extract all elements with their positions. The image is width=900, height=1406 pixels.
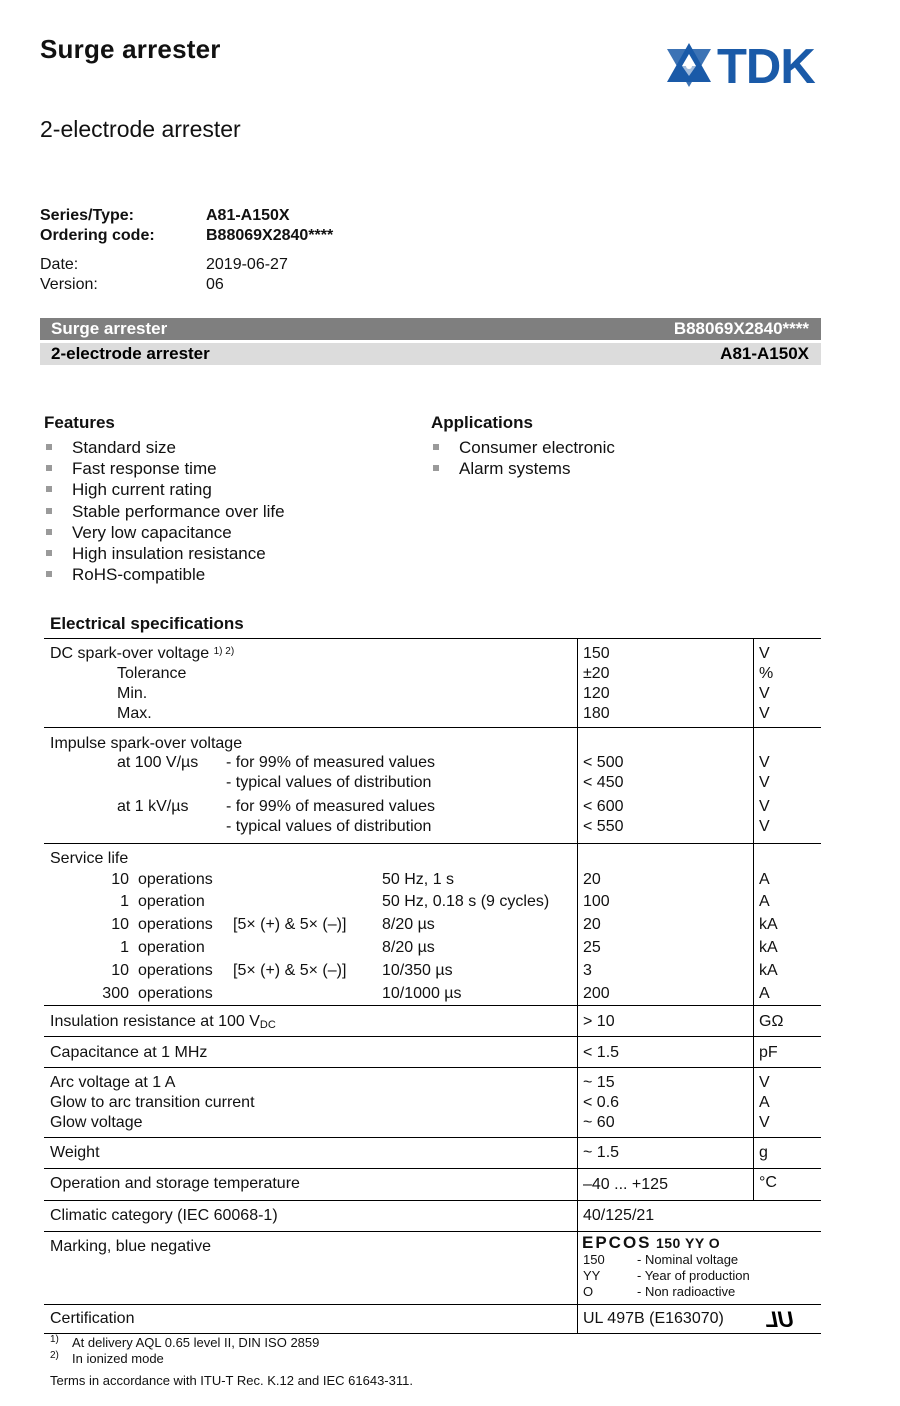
arc-voltage-label: Arc voltage at 1 A xyxy=(50,1074,176,1091)
bullet-icon xyxy=(46,444,52,450)
dc-tolerance-value: ±20 xyxy=(583,665,610,682)
impulse-unit: V xyxy=(759,798,770,815)
impulse-value: < 500 xyxy=(583,754,624,771)
epcos-brand-mark: EPCOS xyxy=(582,1233,652,1252)
feature-item: High insulation resistance xyxy=(44,543,285,564)
dc-label: DC spark-over voltage xyxy=(50,645,210,662)
marking-legend-value: - Non radioactive xyxy=(637,1284,736,1299)
service-count: 10 xyxy=(111,916,129,933)
bullet-icon xyxy=(46,508,52,514)
service-op: operations xyxy=(138,916,213,933)
feature-item: High current rating xyxy=(44,479,285,500)
applications-heading: Applications xyxy=(431,413,534,432)
impulse-unit: V xyxy=(759,818,770,835)
impulse-rate: at 100 V/µs xyxy=(117,754,199,771)
impulse-label: Impulse spark-over voltage xyxy=(50,735,243,752)
spec-row-arc-glow xyxy=(44,1067,821,1137)
features-heading: Features xyxy=(44,413,115,432)
weight-value: ~ 1.5 xyxy=(583,1144,620,1161)
application-item: Consumer electronic xyxy=(431,437,615,458)
banner-type: A81-A150X xyxy=(720,344,809,363)
bullet-icon xyxy=(46,465,52,471)
feature-item: Stable performance over life xyxy=(44,501,285,522)
feature-item: Standard size xyxy=(44,437,285,458)
electrical-spec-table xyxy=(44,610,821,1334)
arc-voltage-unit: V xyxy=(759,1074,770,1091)
impulse-value: < 450 xyxy=(583,774,624,791)
service-count: 10 xyxy=(111,962,129,979)
spec-heading: Electrical specifications xyxy=(50,614,244,633)
marking-label: Marking, blue negative xyxy=(50,1238,211,1255)
certification-label: Certification xyxy=(50,1310,135,1327)
bullet-icon xyxy=(46,571,52,577)
capacitance-value: < 1.5 xyxy=(583,1044,620,1061)
bullet-icon xyxy=(433,444,439,450)
application-item: Alarm systems xyxy=(431,458,615,479)
bullet-icon xyxy=(433,465,439,471)
dc-max-unit: V xyxy=(759,705,770,722)
insulation-label: Insulation resistance at 100 V xyxy=(50,1013,260,1030)
glow-voltage-label: Glow voltage xyxy=(50,1114,143,1131)
footnote-1: 1) At delivery AQL 0.65 level II, DIN ISO 2859 xyxy=(50,1334,320,1350)
glow-voltage-unit: V xyxy=(759,1114,770,1131)
service-unit: A xyxy=(759,985,770,1002)
version-label: Version: xyxy=(40,276,98,293)
tdk-logo xyxy=(666,42,858,88)
banner-line-1 xyxy=(40,318,821,340)
logo-text: TDK xyxy=(717,42,815,88)
spec-row-dc-sparkover xyxy=(44,638,821,727)
marking-legend-value: - Nominal voltage xyxy=(637,1252,739,1267)
service-polarity: [5× (+) & 5× (–)] xyxy=(233,962,347,979)
dc-nominal-unit: V xyxy=(759,645,770,662)
glow-voltage-value: ~ 60 xyxy=(583,1114,615,1131)
service-value: 200 xyxy=(583,985,610,1002)
page-title: Surge arrester xyxy=(40,34,221,64)
capacitance-label: Capacitance at 1 MHz xyxy=(50,1044,208,1061)
footnote-2: 2) In ionized mode xyxy=(50,1350,164,1366)
features-list xyxy=(44,437,285,585)
bullet-icon xyxy=(46,529,52,535)
service-op: operations xyxy=(138,871,213,888)
dc-max-value: 180 xyxy=(583,705,610,722)
impulse-unit: V xyxy=(759,754,770,771)
impulse-rate: at 1 kV/µs xyxy=(117,798,189,815)
marking-legend-value: - Year of production xyxy=(637,1268,750,1283)
dc-tolerance-unit: % xyxy=(759,665,774,682)
service-count: 300 xyxy=(102,985,129,1002)
service-polarity: [5× (+) & 5× (–)] xyxy=(233,916,347,933)
date-label: Date: xyxy=(40,256,79,273)
spec-row-capacitance xyxy=(44,1036,821,1067)
climatic-label: Climatic category (IEC 60068-1) xyxy=(50,1207,278,1224)
service-op: operations xyxy=(138,985,213,1002)
dc-min-unit: V xyxy=(759,685,770,702)
banner-subproduct: 2-electrode arrester xyxy=(51,344,210,363)
service-unit: kA xyxy=(759,962,778,979)
arc-voltage-value: ~ 15 xyxy=(583,1074,615,1091)
spec-row-climatic xyxy=(44,1200,821,1231)
service-op: operation xyxy=(138,893,205,910)
insulation-unit: GΩ xyxy=(759,1013,784,1030)
temperature-unit: °C xyxy=(759,1174,777,1191)
banner-line-2 xyxy=(40,343,821,365)
ordering-value: B88069X2840**** xyxy=(206,227,334,244)
spec-row-weight xyxy=(44,1137,821,1168)
service-wave: 8/20 µs xyxy=(382,916,435,933)
spec-row-service-life xyxy=(44,843,821,1005)
weight-unit: g xyxy=(759,1144,768,1161)
service-label: Service life xyxy=(50,850,129,867)
certification-value: UL 497B (E163070) xyxy=(583,1310,724,1327)
capacitance-unit: pF xyxy=(759,1044,778,1061)
service-value: 20 xyxy=(583,916,601,933)
feature-item: Very low capacitance xyxy=(44,522,285,543)
dc-min-value: 120 xyxy=(583,685,610,702)
impulse-desc: - for 99% of measured values xyxy=(226,754,435,771)
ul-recognized-icon xyxy=(760,1308,794,1336)
marking-legend-key: 150 xyxy=(583,1252,605,1267)
impulse-desc: - typical values of distribution xyxy=(226,818,432,835)
ordering-label: Ordering code: xyxy=(40,227,155,244)
series-value: A81-A150X xyxy=(206,207,290,224)
dc-tolerance-label: Tolerance xyxy=(117,665,187,682)
impulse-value: < 600 xyxy=(583,798,624,815)
terms-note: Terms in accordance with ITU-T Rec. K.12 and IEC 61643-311. xyxy=(50,1373,413,1388)
bullet-icon xyxy=(46,486,52,492)
service-value: 3 xyxy=(583,962,592,979)
applications-list xyxy=(431,437,615,479)
climatic-value: 40/125/21 xyxy=(583,1207,655,1224)
spec-row-impulse-sparkover xyxy=(44,727,821,843)
series-label: Series/Type: xyxy=(40,207,134,224)
marking-legend-key: YY xyxy=(583,1268,601,1283)
service-wave: 8/20 µs xyxy=(382,939,435,956)
glow-arc-current-value: < 0.6 xyxy=(583,1094,620,1111)
service-unit: kA xyxy=(759,916,778,933)
service-unit: kA xyxy=(759,939,778,956)
marking-legend-key: O xyxy=(583,1284,594,1299)
temperature-value: –40 ... +125 xyxy=(583,1176,668,1193)
impulse-value: < 550 xyxy=(583,818,624,835)
bullet-icon xyxy=(46,550,52,556)
dc-footnote-ref: 1) 2) xyxy=(213,646,235,657)
dc-nominal-value: 150 xyxy=(583,645,610,662)
temperature-label: Operation and storage temperature xyxy=(50,1175,300,1192)
spec-row-certification xyxy=(44,1304,821,1334)
service-unit: A xyxy=(759,893,770,910)
service-wave: 10/1000 µs xyxy=(382,985,462,1002)
service-unit: A xyxy=(759,871,770,888)
dc-min-label: Min. xyxy=(117,685,148,702)
service-value: 20 xyxy=(583,871,601,888)
spec-row-marking xyxy=(44,1231,821,1304)
service-op: operation xyxy=(138,939,205,956)
spec-row-insulation xyxy=(44,1005,821,1036)
impulse-desc: - typical values of distribution xyxy=(226,774,432,791)
insulation-value: > 10 xyxy=(583,1013,615,1030)
glow-arc-current-label: Glow to arc transition current xyxy=(50,1094,255,1111)
impulse-desc: - for 99% of measured values xyxy=(226,798,435,815)
service-value: 100 xyxy=(583,893,610,910)
service-count: 1 xyxy=(120,939,129,956)
service-value: 25 xyxy=(583,939,601,956)
dc-max-label: Max. xyxy=(117,705,152,722)
page-subtitle: 2-electrode arrester xyxy=(40,116,241,142)
spec-row-temperature xyxy=(44,1168,821,1200)
date-value: 2019-06-27 xyxy=(206,256,288,273)
banner-product: Surge arrester xyxy=(51,319,168,338)
svg-text:UL: UL xyxy=(764,1308,794,1330)
insulation-subscript: DC xyxy=(259,1019,276,1031)
service-wave: 50 Hz, 1 s xyxy=(382,871,455,888)
tdk-logo-icon xyxy=(666,42,858,88)
service-wave: 10/350 µs xyxy=(382,962,453,979)
feature-item: Fast response time xyxy=(44,458,285,479)
service-wave: 50 Hz, 0.18 s (9 cycles) xyxy=(382,893,550,910)
banner-ordering-code: B88069X2840**** xyxy=(673,319,809,338)
marking-code: 150 YY O xyxy=(655,1235,721,1251)
service-count: 1 xyxy=(120,893,129,910)
impulse-unit: V xyxy=(759,774,770,791)
feature-item: RoHS-compatible xyxy=(44,564,285,585)
weight-label: Weight xyxy=(50,1144,100,1161)
service-op: operations xyxy=(138,962,213,979)
version-value: 06 xyxy=(206,276,224,293)
glow-arc-current-unit: A xyxy=(759,1094,770,1111)
service-count: 10 xyxy=(111,871,129,888)
